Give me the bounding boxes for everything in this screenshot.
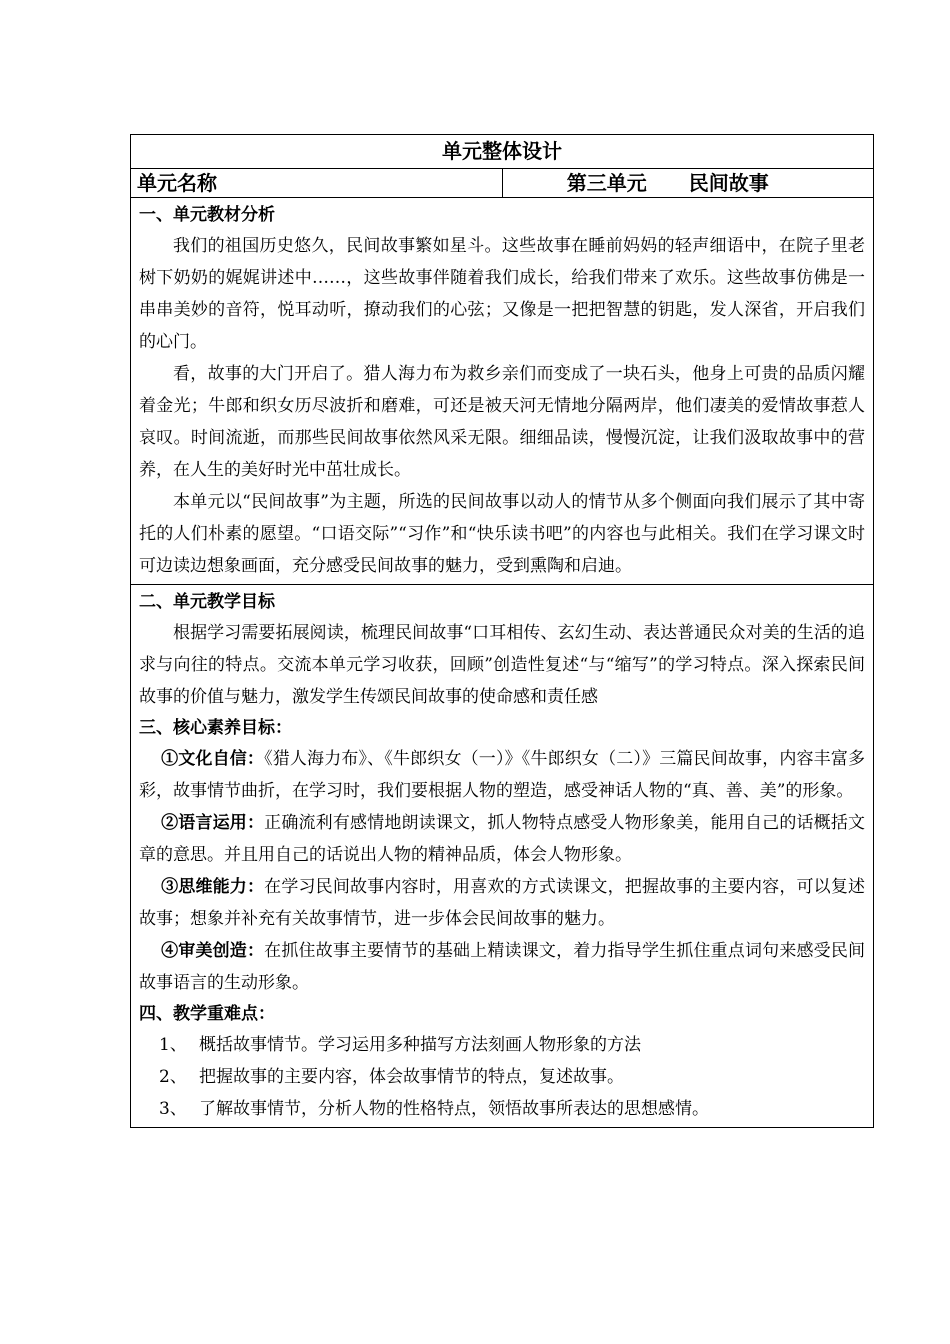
unit-name-label: 单元名称	[131, 169, 503, 198]
section3-heading: 三、核心素养目标：	[139, 718, 292, 738]
section2-paragraph: 根据学习需要拓展阅读，梳理民间故事“口耳相传、玄幻生动、表达普通民众对美的生活的追求与向往的特点。交流本单元学习收获，回顾”创造性复述“与“缩写”的学习特点。深入探索民间故事的价值与魅力，激发学生传颂民间故事的使命感和责任感	[139, 623, 865, 707]
core-literacy-item	[139, 935, 865, 999]
core-literacy-label: ③思维能力：	[161, 877, 265, 897]
core-literacy-label: ①文化自信：	[161, 749, 265, 769]
unit-design-sheet	[130, 134, 874, 1128]
key-point-text: 概括故事情节。学习运用多种描写方法刻画人物形象的方法	[199, 1035, 641, 1055]
section-teaching-goals	[131, 585, 874, 1128]
table-title: 单元整体设计	[131, 135, 874, 169]
core-literacy-text: 在抓住故事主要情节的基础上精读课文，着力指导学生抓住重点词句来感受民间故事语言的生动形象。	[139, 941, 866, 993]
section1-paragraph-1: 我们的祖国历史悠久，民间故事繁如星斗。这些故事在睡前妈妈的轻声细语中，在院子里老树下奶奶的娓娓讲述中……，这些故事伴随着我们成长，给我们带来了欢乐。这些故事仿佛是一串串美妙的音符，悦耳动听，撩动我们的心弦；又像是一把把智慧的钥匙，发人深省，开启我们的心门。	[139, 236, 865, 352]
core-literacy-text: 《猎人海力布》、《牛郎织女（一）》《牛郎织女（二）》三篇民间故事，内容丰富多彩，故事情节曲折，在学习时，我们要根据人物的塑造，感受神话人物的“真、善、美”的形象。	[139, 749, 866, 801]
section2-heading: 二、单元教学目标	[139, 592, 275, 612]
core-literacy-item	[139, 807, 865, 871]
core-literacy-item	[139, 871, 865, 935]
key-point-number: 2、	[159, 1067, 187, 1087]
core-literacy-text: 正确流利有感情地朗读课文，抓人物特点感受人物形象美，能用自己的话概括文章的意思。并且用自己的话说出人物的精神品质，体会人物形象。	[139, 813, 866, 865]
section1-heading: 一、单元教材分析	[139, 205, 275, 225]
key-point-number: 1、	[159, 1035, 187, 1055]
section4-heading: 四、教学重难点：	[139, 1004, 275, 1024]
key-point-item	[139, 1061, 865, 1093]
key-point-item	[139, 1093, 865, 1125]
core-literacy-label: ④审美创造：	[161, 941, 265, 961]
key-point-item	[139, 1029, 865, 1061]
section1-paragraph-3: 本单元以“民间故事”为主题，所选的民间故事以动人的情节从多个侧面向我们展示了其中寄托的人们朴素的愿望。“口语交际”“习作”和“快乐读书吧”的内容也与此相关。我们在学习课文时可边读边想象画面，充分感受民间故事的魅力，受到熏陶和启迪。	[139, 492, 865, 576]
core-literacy-text: 在学习民间故事内容时，用喜欢的方式读课文，把握故事的主要内容，可以复述故事；想象并补充有关故事情节，进一步体会民间故事的魅力。	[139, 877, 866, 929]
key-point-text: 了解故事情节，分析人物的性格特点，领悟故事所表达的思想感情。	[199, 1099, 709, 1119]
key-point-text: 把握故事的主要内容，体会故事情节的特点，复述故事。	[199, 1067, 624, 1087]
core-literacy-label: ②语言运用：	[161, 813, 265, 833]
section1-paragraph-2: 看，故事的大门开启了。猎人海力布为救乡亲们而变成了一块石头，他身上可贵的品质闪耀着金光；牛郎和织女历尽波折和磨难，可还是被天河无情地分隔两岸，他们凄美的爱情故事惹人哀叹。时间流逝，而那些民间故事依然风采无限。细细品读，慢慢沉淀，让我们汲取故事中的营养，在人生的美好时光中茁壮成长。	[139, 364, 865, 480]
core-literacy-item	[139, 743, 865, 807]
unit-design-table	[130, 134, 874, 1128]
key-point-number: 3、	[159, 1099, 187, 1119]
unit-number: 第三单元	[566, 171, 647, 195]
unit-name-value	[502, 169, 874, 198]
unit-topic: 民间故事	[688, 171, 769, 195]
section-material-analysis	[131, 198, 874, 585]
